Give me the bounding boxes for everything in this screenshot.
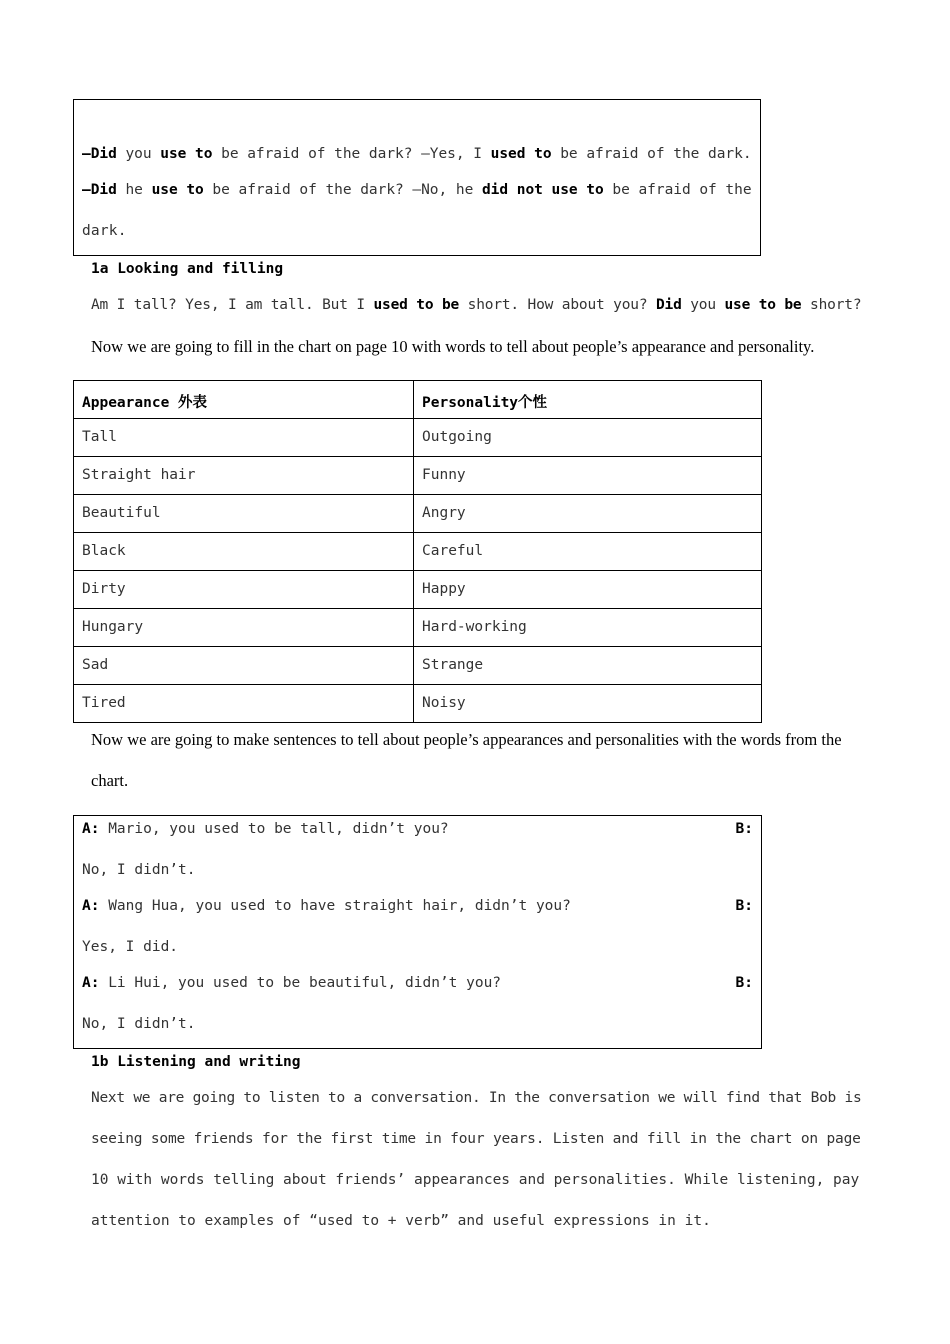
- section-1a-intro: [91, 297, 861, 313]
- intro-part-4: Did: [655, 297, 682, 313]
- section-1a-heading: 1a Looking and filling: [91, 261, 284, 277]
- chart-cell-personality: Angry: [414, 495, 762, 533]
- example-1-part-6: be afraid of the dark.: [551, 146, 752, 162]
- sentences-instruction-line-2: chart.: [91, 771, 129, 790]
- dialogue-question: [82, 898, 571, 914]
- example-2-part-5: did not use to: [481, 182, 604, 198]
- speaker-a-label: A:: [82, 975, 100, 991]
- example-1-part-4: be afraid of the dark? —Yes, I: [212, 146, 491, 162]
- chart-cell-appearance: Straight hair: [74, 457, 414, 495]
- intro-part-1: Am I tall? Yes, I am tall. But I: [91, 297, 374, 313]
- question-text: Li Hui, you used to be beautiful, didn’t you?: [99, 975, 502, 991]
- section-1a-instruction: Now we are going to fill in the chart on page 10 with words to tell about people’s appearance and personality.: [91, 337, 815, 356]
- chart-cell-appearance: Tired: [74, 685, 414, 723]
- section-1b-heading: 1b Listening and writing: [91, 1054, 301, 1070]
- dialogue-question: [82, 821, 449, 837]
- section-1b-line: attention to examples of “used to + verb” and useful expressions in it.: [91, 1213, 711, 1229]
- section-1b-line: Next we are going to listen to a conversation. In the conversation we will find that Bob is: [91, 1090, 862, 1106]
- intro-part-2: used to be: [373, 297, 460, 313]
- example-1-part-3: use to: [160, 146, 213, 162]
- chart-cell-personality: Funny: [414, 457, 762, 495]
- chart-header-row: [74, 381, 762, 419]
- dialogue-question: [82, 975, 501, 991]
- chart-cell-personality: Hard-working: [414, 609, 762, 647]
- appearance-personality-chart: [73, 380, 762, 723]
- chart-row: [74, 609, 762, 647]
- chart-cell-appearance: Dirty: [74, 571, 414, 609]
- chart-cell-appearance: Sad: [74, 647, 414, 685]
- example-line-1: [82, 146, 752, 162]
- dialogue-reply: Yes, I did.: [82, 939, 179, 955]
- speaker-b-label: B:: [735, 898, 753, 914]
- chart-row: [74, 495, 762, 533]
- chart-cell-personality: Strange: [414, 647, 762, 685]
- section-1b-line: seeing some friends for the first time in four years. Listen and fill in the chart on page: [91, 1131, 861, 1147]
- speaker-a-label: A:: [82, 821, 100, 837]
- chart-cell-appearance: Tall: [74, 419, 414, 457]
- chart-row: [74, 457, 762, 495]
- intro-part-3: short. How about you?: [459, 297, 656, 313]
- intro-part-6: use to be: [724, 297, 802, 313]
- chart-cell-personality: Outgoing: [414, 419, 762, 457]
- example-2-part-6: be afraid of the: [603, 182, 752, 198]
- chart-cell-appearance: Hungary: [74, 609, 414, 647]
- intro-part-7: short?: [801, 297, 862, 313]
- example-1-part-1: —Did: [82, 146, 117, 162]
- chart-row: [74, 533, 762, 571]
- chart-header-personality: Personality个性: [414, 381, 762, 419]
- dialogue-box: [73, 815, 762, 1049]
- question-text: Mario, you used to be tall, didn’t you?: [99, 821, 449, 837]
- example-1-part-5: used to: [490, 146, 552, 162]
- dialogue-reply: No, I didn’t.: [82, 1016, 196, 1032]
- example-box: [73, 99, 761, 256]
- speaker-b-label: B:: [735, 975, 753, 991]
- sentences-instruction-line-1: Now we are going to make sentences to tell about people’s appearances and personalities with the words from the: [91, 730, 842, 749]
- question-text: Wang Hua, you used to have straight hair, didn’t you?: [99, 898, 571, 914]
- example-line-3: dark.: [82, 223, 127, 239]
- speaker-b-label: B:: [735, 821, 753, 837]
- intro-part-5: you: [681, 297, 725, 313]
- example-2-part-2: he: [116, 182, 152, 198]
- chart-row: [74, 571, 762, 609]
- dialogue-reply: No, I didn’t.: [82, 862, 196, 878]
- section-1b-line: 10 with words telling about friends’ appearances and personalities. While listening, pay: [91, 1172, 860, 1188]
- chart-cell-appearance: Black: [74, 533, 414, 571]
- example-1-part-2: you: [116, 146, 161, 162]
- chart-cell-personality: Noisy: [414, 685, 762, 723]
- chart-cell-appearance: Beautiful: [74, 495, 414, 533]
- example-2-part-4: be afraid of the dark? —No, he: [203, 182, 482, 198]
- speaker-a-label: A:: [82, 898, 100, 914]
- chart-row: [74, 647, 762, 685]
- example-line-2: [82, 182, 752, 198]
- chart-cell-personality: Careful: [414, 533, 762, 571]
- example-2-part-1: —Did: [82, 182, 117, 198]
- chart-header-appearance: Appearance 外表: [74, 381, 414, 419]
- chart-row: [74, 419, 762, 457]
- example-2-part-3: use to: [151, 182, 204, 198]
- chart-cell-personality: Happy: [414, 571, 762, 609]
- chart-row: [74, 685, 762, 723]
